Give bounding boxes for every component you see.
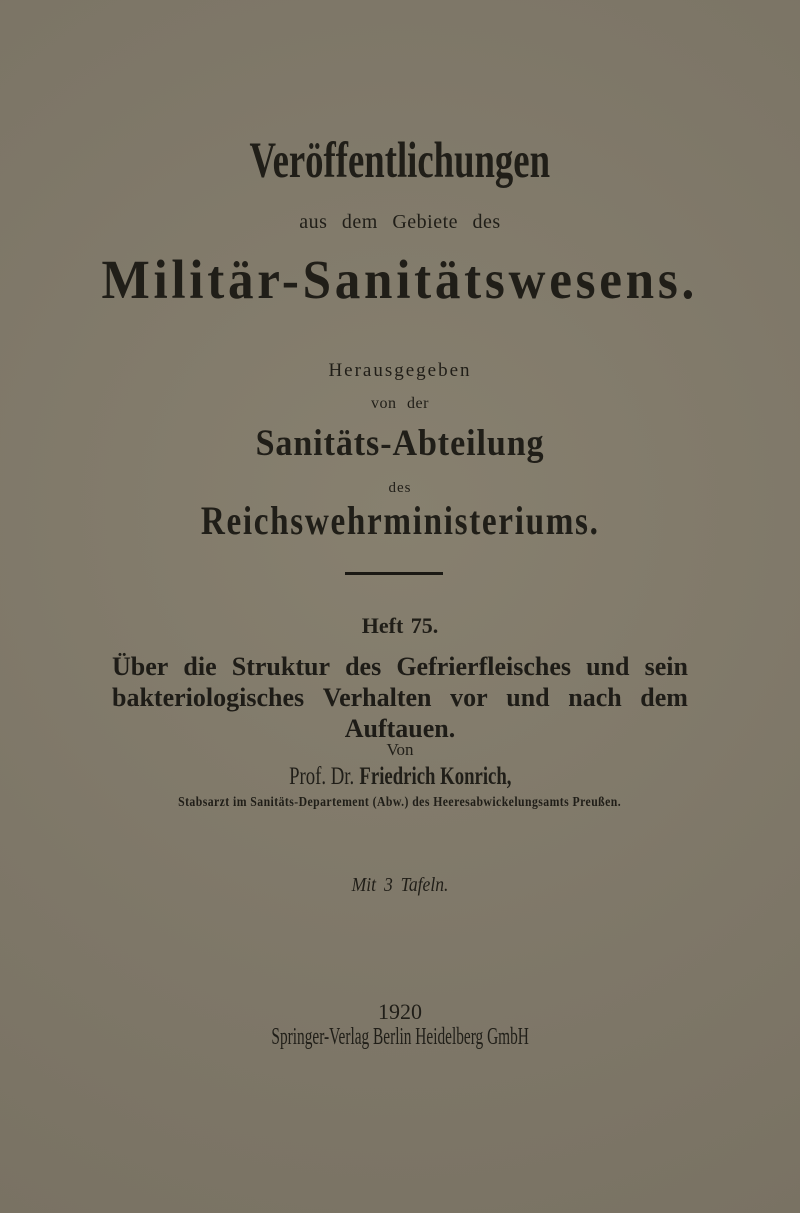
- author-affiliation: [0, 795, 800, 809]
- title-word: sein: [644, 652, 688, 681]
- author-line: [0, 764, 800, 789]
- issue-number: Heft 75.: [361, 613, 439, 638]
- work-title-line-3: Auftauen.: [344, 714, 456, 743]
- ministry-name: [0, 498, 800, 543]
- title-word: Verhalten: [322, 683, 432, 712]
- plates-note-text: Mit 3 Tafeln.: [351, 874, 449, 896]
- author-prefix: Prof. Dr.: [288, 763, 354, 790]
- ministry-name-text: Reichswehrministeriums.: [200, 498, 600, 543]
- title-word: Gefrierfleisches: [396, 652, 571, 681]
- author-name: Friedrich Konrich,: [359, 763, 512, 790]
- work-title-line-1: [112, 651, 688, 682]
- title-word: vor: [450, 683, 488, 712]
- of-label: des: [388, 480, 412, 496]
- title-word: und: [586, 652, 630, 681]
- author-affiliation-text: Stabsarzt im Sanitäts-Departement (Abw.) des Heeresabwickelungsamts Preußen.: [178, 794, 622, 809]
- publisher-imprint-text: Springer-Verlag Berlin Heidelberg GmbH: [271, 1024, 529, 1050]
- publisher-imprint: [0, 1025, 800, 1049]
- department-name: [0, 425, 800, 462]
- author-line-text: [289, 764, 511, 789]
- title-word: bakteriologisches: [112, 683, 305, 712]
- plates-note: [0, 875, 800, 895]
- edited-label: Herausgegeben: [328, 360, 472, 381]
- title-word: und: [506, 683, 550, 712]
- publication-year: 1920: [378, 999, 422, 1024]
- title-word: nach: [568, 683, 622, 712]
- title-word: Struktur: [231, 652, 330, 681]
- divider-rule: [345, 572, 443, 575]
- title-word: Über: [112, 652, 169, 681]
- by-label: Von: [386, 740, 414, 759]
- series-title: [0, 133, 800, 189]
- series-scope: aus dem Gebiete des: [299, 211, 501, 233]
- edited-by-label: von der: [371, 395, 429, 412]
- title-word: des: [345, 652, 382, 681]
- series-name: [0, 249, 800, 310]
- work-title-line-2: [112, 682, 688, 713]
- series-name-text: Militär-Sanitätswesens.: [101, 249, 699, 310]
- department-name-text: Sanitäts-Abteilung: [255, 423, 545, 464]
- title-word: dem: [640, 683, 688, 712]
- series-title-text: Veröffentlichungen: [249, 133, 551, 189]
- title-word: die: [183, 652, 217, 681]
- work-title: [112, 651, 688, 744]
